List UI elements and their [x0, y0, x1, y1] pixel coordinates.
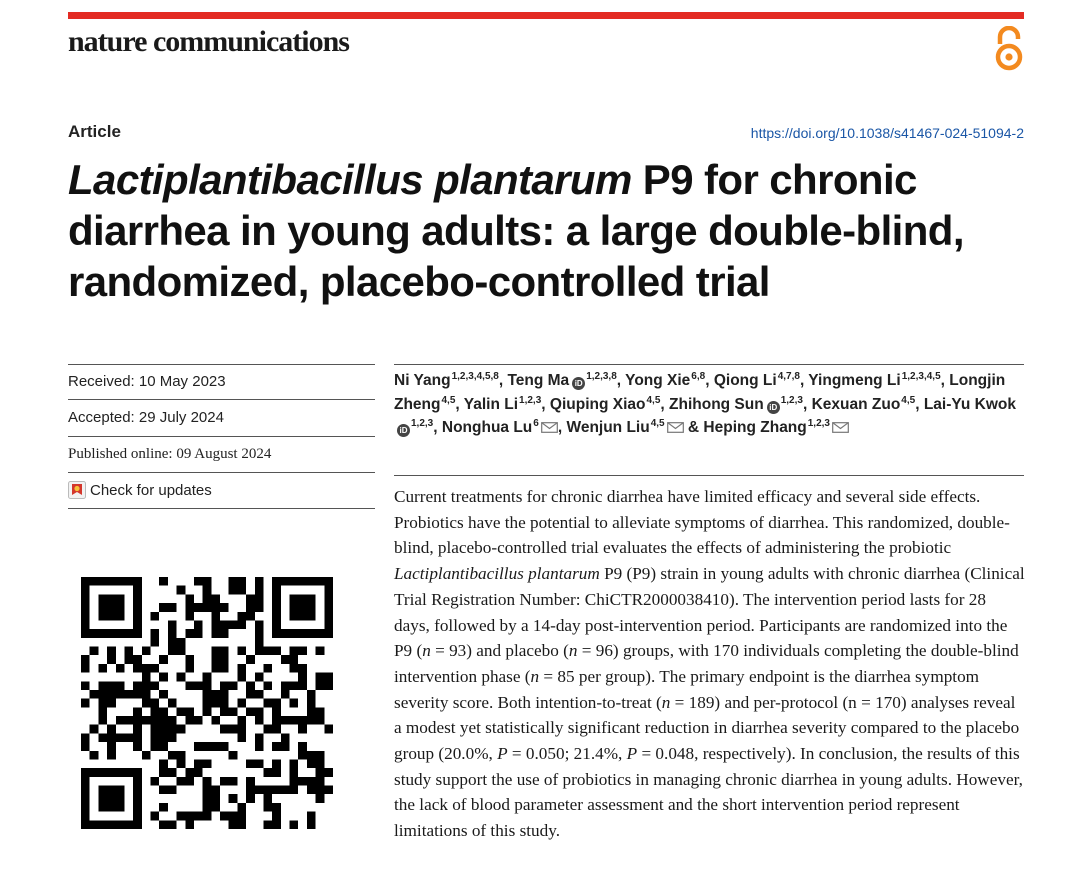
email-icon[interactable]	[541, 422, 558, 433]
abstract	[394, 484, 1026, 844]
author-separator: ,	[433, 419, 442, 436]
abstract-symbol: P	[626, 744, 638, 764]
open-access-lock-icon	[992, 26, 1026, 72]
abstract-symbol: P	[497, 744, 508, 764]
author-list	[394, 369, 1030, 440]
abstract-symbol: n	[568, 641, 578, 661]
author-name[interactable]: Lai-Yu Kwok	[923, 395, 1016, 413]
abstract-symbol: n	[661, 692, 671, 712]
check-updates-label: Check for updates	[90, 481, 212, 499]
accepted-date: Accepted: 29 July 2024	[68, 409, 224, 426]
author-name[interactable]: Wenjun Liu	[566, 419, 650, 436]
author-affiliations: 1,2,3,8	[586, 371, 617, 382]
divider	[68, 508, 375, 509]
author-separator: ,	[455, 395, 464, 413]
author-separator: ,	[940, 372, 950, 389]
published-date: Published online: 09 August 2024	[68, 446, 272, 462]
divider	[68, 472, 375, 473]
author-separator: ,	[616, 372, 626, 389]
author-affiliations: 1,2,3,4,5	[901, 371, 941, 382]
abstract-taxon: Lactiplantibacillus plantarum	[394, 564, 600, 584]
author-separator: ,	[660, 395, 670, 413]
doi-link[interactable]: https://doi.org/10.1038/s41467-024-51094-2	[750, 125, 1024, 141]
author-affiliations: 4,5	[650, 418, 665, 429]
check-updates-icon	[68, 481, 86, 499]
author-affiliations: 4,5	[441, 394, 456, 406]
orcid-icon[interactable]: iD	[572, 377, 585, 390]
abstract-text: P9 (P9) strain in young adults with chronic diarrhea (Clinical Trial Registration Number: ChiCTR2000038410). The intervention period lasts for 28 days, followed by a 14-day post-intervention period. Participants are randomized into the P9 (	[394, 564, 1025, 661]
check-for-updates-button[interactable]	[68, 481, 212, 499]
author-name[interactable]: Teng Ma	[507, 372, 570, 389]
author-affiliations: 4,7,8	[777, 371, 800, 382]
author-separator: ,	[498, 372, 508, 389]
orcid-icon[interactable]: iD	[397, 424, 410, 437]
abstract-text: = 93) and placebo (	[430, 641, 569, 661]
author-separator: ,	[802, 395, 812, 413]
article-title	[68, 154, 1038, 307]
author-separator: &	[683, 419, 704, 436]
abstract-text: = 85 per group). The primary endpoint is the diarrhea symptom severity score. Both intention-to-treat (	[394, 666, 980, 712]
divider	[394, 475, 1024, 476]
divider	[68, 364, 375, 365]
abstract-text: = 96) groups, with 170 individuals completing the double-blind intervention phase (	[394, 641, 1019, 686]
divider	[394, 364, 1024, 365]
author-separator: ,	[799, 372, 809, 389]
author-affiliations: 1,2,3	[807, 418, 830, 429]
email-icon[interactable]	[832, 422, 849, 433]
divider	[68, 399, 375, 400]
journal-accent-bar	[68, 12, 1024, 19]
author-affiliations: 1,2,3	[411, 418, 434, 429]
author-separator: ,	[705, 372, 714, 389]
divider	[68, 436, 375, 437]
author-name[interactable]: Yingmeng Li	[808, 372, 901, 389]
email-icon[interactable]	[667, 422, 684, 433]
author-name[interactable]: Ni Yang	[394, 372, 451, 389]
author-affiliations: 1,2,3	[780, 394, 803, 406]
author-name[interactable]: Kexuan Zuo	[811, 395, 901, 413]
abstract-text: = 0.048, respectively). In conclusion, the results of this study support the use of probiotics in managing chronic diarrhea in young adults. However, the lack of blood parameter assessment and the short intervention period represent limitations of this study.	[394, 744, 1023, 841]
author-name[interactable]: Qiong Li	[713, 372, 777, 389]
title-taxon: Lactiplantibacillus plantarum	[68, 156, 632, 203]
orcid-icon[interactable]: iD	[767, 401, 780, 414]
author-affiliations: 6	[533, 418, 539, 429]
author-separator: ,	[915, 395, 924, 413]
author-affiliations: 1,2,3	[519, 394, 542, 406]
author-separator: ,	[541, 395, 550, 413]
author-name[interactable]: Yalin Li	[463, 395, 519, 413]
abstract-text: = 0.050; 21.4%,	[507, 744, 627, 764]
author-separator: ,	[557, 419, 567, 436]
author-affiliations: 6,8	[691, 371, 706, 382]
title-rest: P9 for chronic diarrhea in young adults: a large double-blind, randomized, placebo-controlled trial	[68, 156, 964, 305]
abstract-symbol: n	[422, 641, 431, 661]
author-name[interactable]: Yong Xie	[625, 372, 691, 389]
author-name[interactable]: Longjin Zheng	[394, 372, 1006, 413]
author-affiliations: 1,2,3,4,5,8	[451, 371, 499, 382]
article-type: Article	[68, 122, 121, 141]
author-name[interactable]: Heping Zhang	[703, 419, 807, 436]
qr-code-icon[interactable]	[81, 577, 333, 829]
author-name[interactable]: Qiuping Xiao	[549, 395, 646, 413]
author-affiliations: 4,5	[901, 394, 916, 406]
author-name[interactable]: Nonghua Lu	[441, 419, 533, 436]
received-date: Received: 10 May 2023	[68, 373, 226, 390]
abstract-symbol: n	[530, 666, 540, 686]
abstract-text: Current treatments for chronic diarrhea have limited efficacy and several side effects. Probiotics have the potential to alleviate symptoms of diarrhea. This randomized, double-blind, placebo-controlled trial evaluates the effects of administering the probiotic	[394, 487, 1010, 558]
journal-name[interactable]: nature communications	[68, 25, 349, 58]
author-name[interactable]: Zhihong Sun	[669, 395, 764, 413]
abstract-text: = 189) and per-protocol (n = 170) analyses reveal a modest yet statistically significant reduction in diarrhea severity compared to the placebo group (20.0%,	[394, 692, 1020, 764]
author-affiliations: 4,5	[646, 394, 661, 406]
